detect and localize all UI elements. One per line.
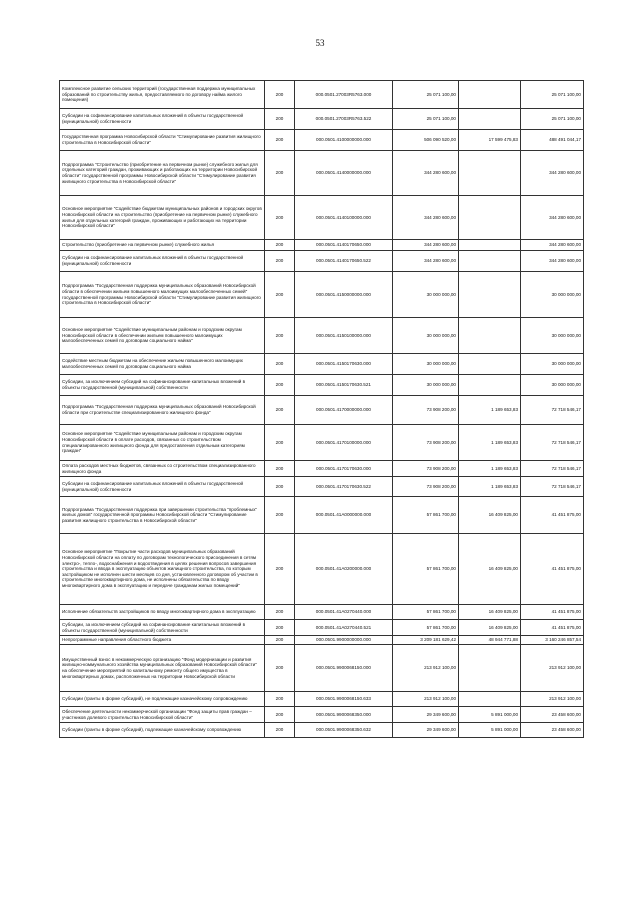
row-classification-cell: 000.0501.27003R5763.000 bbox=[295, 81, 393, 109]
row-name-cell: Субсидии на софинансирование капитальных вложений в объекты государственной (муниципальной) собственности bbox=[60, 251, 265, 272]
row-change-amount-cell bbox=[459, 81, 521, 109]
row-classification-cell: 000.0501.4100000000.000 bbox=[295, 130, 393, 151]
row-approved-amount-cell: 25 071 100,00 bbox=[393, 81, 459, 109]
table-row bbox=[60, 707, 584, 723]
row-approved-amount-cell: 73 908 200,00 bbox=[393, 461, 459, 477]
row-classification-cell: 000.0501.4140170650.000 bbox=[295, 240, 393, 251]
row-approved-amount-cell: 213 912 100,00 bbox=[393, 692, 459, 707]
row-final-amount-cell: 41 451 875,00 bbox=[521, 620, 584, 636]
table-row bbox=[60, 636, 584, 645]
row-classification-cell: 000.0501.4140000000.000 bbox=[295, 151, 393, 196]
row-change-amount-cell: 48 944 771,88 bbox=[459, 636, 521, 645]
row-approved-amount-cell: 25 071 100,00 bbox=[393, 109, 459, 130]
row-approved-amount-cell: 344 280 600,00 bbox=[393, 151, 459, 196]
budget-table bbox=[59, 80, 584, 738]
row-name-cell: Исполнение обязательств застройщиков по вводу многоквартирного дома в эксплуатацию bbox=[60, 605, 265, 620]
row-classification-cell: 000.0501.41А0000000.000 bbox=[295, 497, 393, 534]
row-change-amount-cell: 17 599 475,83 bbox=[459, 130, 521, 151]
row-change-amount-cell bbox=[459, 692, 521, 707]
row-code-cell: 200 bbox=[265, 477, 295, 497]
row-code-cell: 200 bbox=[265, 272, 295, 318]
row-change-amount-cell: 16 409 825,00 bbox=[459, 605, 521, 620]
table-row bbox=[60, 109, 584, 130]
table-row bbox=[60, 272, 584, 318]
row-final-amount-cell: 41 451 875,00 bbox=[521, 605, 584, 620]
row-name-cell: Основное мероприятие "Содействие муниципальным районам и городским округам Новосибирской области в обеспечении жильем повышенного малоимущих малообеспеченных семей по договорам социального найма" bbox=[60, 318, 265, 354]
row-code-cell: 200 bbox=[265, 645, 295, 692]
row-final-amount-cell: 72 718 546,17 bbox=[521, 477, 584, 497]
row-approved-amount-cell: 344 280 600,00 bbox=[393, 251, 459, 272]
table-row bbox=[60, 130, 584, 151]
row-final-amount-cell: 25 071 100,00 bbox=[521, 109, 584, 130]
row-final-amount-cell: 30 000 000,00 bbox=[521, 318, 584, 354]
row-code-cell: 200 bbox=[265, 109, 295, 130]
row-code-cell: 200 bbox=[265, 620, 295, 636]
row-name-cell: Субсидии (гранты в форме субсидий), подлежащие казначейскому сопровождению bbox=[60, 723, 265, 738]
page-number: 53 bbox=[315, 38, 325, 48]
row-code-cell: 200 bbox=[265, 723, 295, 738]
table-row bbox=[60, 251, 584, 272]
row-change-amount-cell: 16 409 825,00 bbox=[459, 497, 521, 534]
row-classification-cell: 000.0501.41А0200000.000 bbox=[295, 534, 393, 605]
row-classification-cell: 000.0501.41А0270440.521 bbox=[295, 620, 393, 636]
row-classification-cell: 000.0501.9900068150.000 bbox=[295, 645, 393, 692]
row-final-amount-cell: 344 280 600,00 bbox=[521, 196, 584, 240]
row-change-amount-cell: 1 189 653,83 bbox=[459, 477, 521, 497]
row-name-cell: Имущественный взнос в некоммерческую организацию "Фонд модернизации и развития жилищно-коммунального хозяйства муниципальных образований Новосибирской области" на обеспечение мероприятий по капитальному ремонту общего имущества в многоквартирных домах, расположенных на территории Новосибирской области bbox=[60, 645, 265, 692]
budget-table-body bbox=[60, 81, 584, 738]
row-name-cell: Непрограммные направления областного бюджета bbox=[60, 636, 265, 645]
table-row bbox=[60, 196, 584, 240]
row-approved-amount-cell: 57 861 700,00 bbox=[393, 534, 459, 605]
row-classification-cell: 000.0501.9900068150.633 bbox=[295, 692, 393, 707]
row-approved-amount-cell: 213 912 100,00 bbox=[393, 645, 459, 692]
row-classification-cell: 000.0501.9900000000.000 bbox=[295, 636, 393, 645]
row-final-amount-cell: 23 458 600,00 bbox=[521, 723, 584, 738]
row-final-amount-cell: 344 280 600,00 bbox=[521, 240, 584, 251]
row-final-amount-cell: 488 491 044,17 bbox=[521, 130, 584, 151]
row-code-cell: 200 bbox=[265, 354, 295, 375]
row-final-amount-cell: 41 451 875,00 bbox=[521, 497, 584, 534]
row-name-cell: Субсидии (гранты в форме субсидий), не подлежащие казначейскому сопровождению bbox=[60, 692, 265, 707]
row-final-amount-cell: 41 451 875,00 bbox=[521, 534, 584, 605]
row-final-amount-cell: 72 718 546,17 bbox=[521, 425, 584, 461]
row-change-amount-cell: 1 189 653,83 bbox=[459, 425, 521, 461]
row-approved-amount-cell: 30 000 000,00 bbox=[393, 272, 459, 318]
row-code-cell: 200 bbox=[265, 81, 295, 109]
row-classification-cell: 000.0501.4150170630.000 bbox=[295, 354, 393, 375]
row-classification-cell: 000.0501.41А0270440.000 bbox=[295, 605, 393, 620]
row-code-cell: 200 bbox=[265, 151, 295, 196]
table-row bbox=[60, 396, 584, 425]
table-row bbox=[60, 151, 584, 196]
table-row bbox=[60, 620, 584, 636]
row-code-cell: 200 bbox=[265, 318, 295, 354]
row-classification-cell: 000.0501.4150100000.000 bbox=[295, 318, 393, 354]
row-name-cell: Субсидии на софинансирование капитальных вложений в объекты государственной (муниципальной) собственности bbox=[60, 477, 265, 497]
row-change-amount-cell: 1 189 653,83 bbox=[459, 461, 521, 477]
row-approved-amount-cell: 30 000 000,00 bbox=[393, 354, 459, 375]
row-name-cell: Основное мероприятие "Содействие бюджетам муниципальных районов и городских округов Новосибирской области на строительство (приобретение на первичном рынке) служебного жилья для отдельных категорий граждан, проживающих и работающих на территории Новосибирской области" bbox=[60, 196, 265, 240]
row-approved-amount-cell: 57 861 700,00 bbox=[393, 605, 459, 620]
row-approved-amount-cell: 73 908 200,00 bbox=[393, 396, 459, 425]
row-name-cell: Обеспечение деятельности некоммерческой организации "Фонд защиты прав граждан – участников долевого строительства Новосибирской области" bbox=[60, 707, 265, 723]
row-final-amount-cell: 72 718 546,17 bbox=[521, 461, 584, 477]
row-approved-amount-cell: 73 908 200,00 bbox=[393, 477, 459, 497]
row-name-cell: Строительство (приобретение на первичном рынке) служебного жилья bbox=[60, 240, 265, 251]
row-code-cell: 200 bbox=[265, 692, 295, 707]
row-code-cell: 200 bbox=[265, 130, 295, 151]
row-final-amount-cell: 344 280 600,00 bbox=[521, 151, 584, 196]
row-code-cell: 200 bbox=[265, 707, 295, 723]
row-final-amount-cell: 23 458 600,00 bbox=[521, 707, 584, 723]
row-approved-amount-cell: 3 209 181 629,42 bbox=[393, 636, 459, 645]
table-row bbox=[60, 81, 584, 109]
row-approved-amount-cell: 30 000 000,00 bbox=[393, 375, 459, 396]
row-code-cell: 200 bbox=[265, 497, 295, 534]
row-classification-cell: 000.0501.4140100000.000 bbox=[295, 196, 393, 240]
row-name-cell: Подпрограмма "Государственная поддержка муниципальных образований Новосибирской области при строительстве специализированного жилищного фонда" bbox=[60, 396, 265, 425]
row-change-amount-cell bbox=[459, 196, 521, 240]
row-change-amount-cell bbox=[459, 240, 521, 251]
table-row bbox=[60, 645, 584, 692]
row-code-cell: 200 bbox=[265, 534, 295, 605]
row-classification-cell: 000.0501.4170170630.522 bbox=[295, 477, 393, 497]
row-change-amount-cell: 16 409 825,00 bbox=[459, 534, 521, 605]
row-final-amount-cell: 3 160 246 857,54 bbox=[521, 636, 584, 645]
row-classification-cell: 000.0501.4170170630.000 bbox=[295, 461, 393, 477]
row-change-amount-cell: 5 891 000,00 bbox=[459, 723, 521, 738]
table-row bbox=[60, 605, 584, 620]
row-change-amount-cell: 16 409 825,00 bbox=[459, 620, 521, 636]
row-approved-amount-cell: 57 861 700,00 bbox=[393, 497, 459, 534]
row-final-amount-cell: 213 912 100,00 bbox=[521, 645, 584, 692]
row-classification-cell: 000.0501.4150170630.521 bbox=[295, 375, 393, 396]
row-name-cell: Субсидии, за исключением субсидий на софинансирование капитальных вложений в объекты государственной (муниципальной) собственности bbox=[60, 375, 265, 396]
table-row bbox=[60, 692, 584, 707]
row-approved-amount-cell: 57 861 700,00 bbox=[393, 620, 459, 636]
row-code-cell: 200 bbox=[265, 240, 295, 251]
row-name-cell: Субсидии на софинансирование капитальных вложений в объекты государственной (муниципальной) собственности bbox=[60, 109, 265, 130]
row-approved-amount-cell: 344 280 600,00 bbox=[393, 196, 459, 240]
table-row bbox=[60, 318, 584, 354]
row-name-cell: Подпрограмма "Государственная поддержка при завершении строительства "проблемных" жилых домов" государственной программы Новосибирской области "Стимулирование развития жилищного строительства в Новосибирской области" bbox=[60, 497, 265, 534]
row-change-amount-cell: 5 891 000,00 bbox=[459, 707, 521, 723]
row-approved-amount-cell: 30 000 000,00 bbox=[393, 318, 459, 354]
row-approved-amount-cell: 29 349 600,00 bbox=[393, 707, 459, 723]
table-row bbox=[60, 425, 584, 461]
row-classification-cell: 000.0501.4150000000.000 bbox=[295, 272, 393, 318]
row-code-cell: 200 bbox=[265, 251, 295, 272]
row-code-cell: 200 bbox=[265, 375, 295, 396]
row-change-amount-cell bbox=[459, 645, 521, 692]
table-row bbox=[60, 477, 584, 497]
table-row bbox=[60, 534, 584, 605]
row-classification-cell: 000.0501.9900068350.000 bbox=[295, 707, 393, 723]
row-approved-amount-cell: 73 908 200,00 bbox=[393, 425, 459, 461]
row-classification-cell: 000.0501.4170000000.000 bbox=[295, 396, 393, 425]
row-final-amount-cell: 30 000 000,00 bbox=[521, 375, 584, 396]
row-name-cell: Подпрограмма "Строительство (приобретение на первичном рынке) служебного жилья для отдельных категорий граждан, проживающих и работающих на территории Новосибирской области" государственной программы Новосибирской области "Стимулирование развития жилищного строительства в Новосибирской области" bbox=[60, 151, 265, 196]
row-name-cell: Содействие местным бюджетам на обеспечение жильем повышенного малоимущих малообеспеченных семей по договорам социального найма bbox=[60, 354, 265, 375]
row-classification-cell: 000.0501.4170100000.000 bbox=[295, 425, 393, 461]
table-row bbox=[60, 375, 584, 396]
row-final-amount-cell: 25 071 100,00 bbox=[521, 81, 584, 109]
row-change-amount-cell bbox=[459, 251, 521, 272]
row-code-cell: 200 bbox=[265, 461, 295, 477]
row-classification-cell: 000.0501.27003R5763.522 bbox=[295, 109, 393, 130]
row-code-cell: 200 bbox=[265, 605, 295, 620]
row-approved-amount-cell: 29 349 600,00 bbox=[393, 723, 459, 738]
row-name-cell: Подпрограмма "Государственная поддержка муниципальных образований Новосибирской области в обеспечении жильем повышенного малоимущих малообеспеченных семей" государственной программы Новосибирской области "Стимулирование развития жилищного строительства в Новосибирской области" bbox=[60, 272, 265, 318]
row-approved-amount-cell: 506 090 520,00 bbox=[393, 130, 459, 151]
row-name-cell: Основное мероприятие "Покрытие части расходов муниципальных образований Новосибирской области на оплату по договорам технологического присоединения в сетям электро-, тепло-, водоснабжения и водоотведения в целях решения вопросов завершения строительства и ввода в эксплуатацию объектов жилищного строительства, по которым застройщиком не исполнен шести месяцев со дня, установленного договором об участии в строительстве многоквартирного дома, не исполнены обязательства по вводу многоквартирного дома в эксплуатацию и передаче гражданам жилых помещений" bbox=[60, 534, 265, 605]
row-name-cell: Субсидии, за исключением субсидий на софинансирование капитальных вложений в объекты государственной (муниципальной) собственности bbox=[60, 620, 265, 636]
row-code-cell: 200 bbox=[265, 396, 295, 425]
row-change-amount-cell bbox=[459, 354, 521, 375]
table-row bbox=[60, 354, 584, 375]
row-change-amount-cell bbox=[459, 375, 521, 396]
row-name-cell: Государственная программа Новосибирской области "Стимулирование развития жилищного строительства в Новосибирской области" bbox=[60, 130, 265, 151]
row-code-cell: 200 bbox=[265, 196, 295, 240]
row-final-amount-cell: 30 000 000,00 bbox=[521, 272, 584, 318]
table-row bbox=[60, 240, 584, 251]
table-row bbox=[60, 497, 584, 534]
row-final-amount-cell: 213 912 100,00 bbox=[521, 692, 584, 707]
row-name-cell: Основное мероприятие "Содействие муниципальным районам и городским округам Новосибирской области в оплате расходов, связанных со строительством специализированного жилищного фонда для предоставления отдельным категориям граждан" bbox=[60, 425, 265, 461]
row-change-amount-cell bbox=[459, 151, 521, 196]
row-code-cell: 200 bbox=[265, 636, 295, 645]
row-final-amount-cell: 72 718 546,17 bbox=[521, 396, 584, 425]
row-change-amount-cell bbox=[459, 318, 521, 354]
row-change-amount-cell bbox=[459, 109, 521, 130]
row-classification-cell: 000.0501.4140170650.522 bbox=[295, 251, 393, 272]
row-change-amount-cell: 1 189 653,83 bbox=[459, 396, 521, 425]
row-approved-amount-cell: 344 280 600,00 bbox=[393, 240, 459, 251]
row-code-cell: 200 bbox=[265, 425, 295, 461]
row-name-cell: Оплата расходов местных бюджетов, связанных со строительством специализированного жилищного фонда bbox=[60, 461, 265, 477]
row-final-amount-cell: 344 280 600,00 bbox=[521, 251, 584, 272]
table-row bbox=[60, 723, 584, 738]
table-row bbox=[60, 461, 584, 477]
row-classification-cell: 000.0501.9900068350.632 bbox=[295, 723, 393, 738]
row-change-amount-cell bbox=[459, 272, 521, 318]
row-final-amount-cell: 30 000 000,00 bbox=[521, 354, 584, 375]
row-name-cell: Комплексное развитие сельских территорий (государственная поддержка муниципальных образований по строительству жилья, предоставляемого по договору найма жилого помещения) bbox=[60, 81, 265, 109]
